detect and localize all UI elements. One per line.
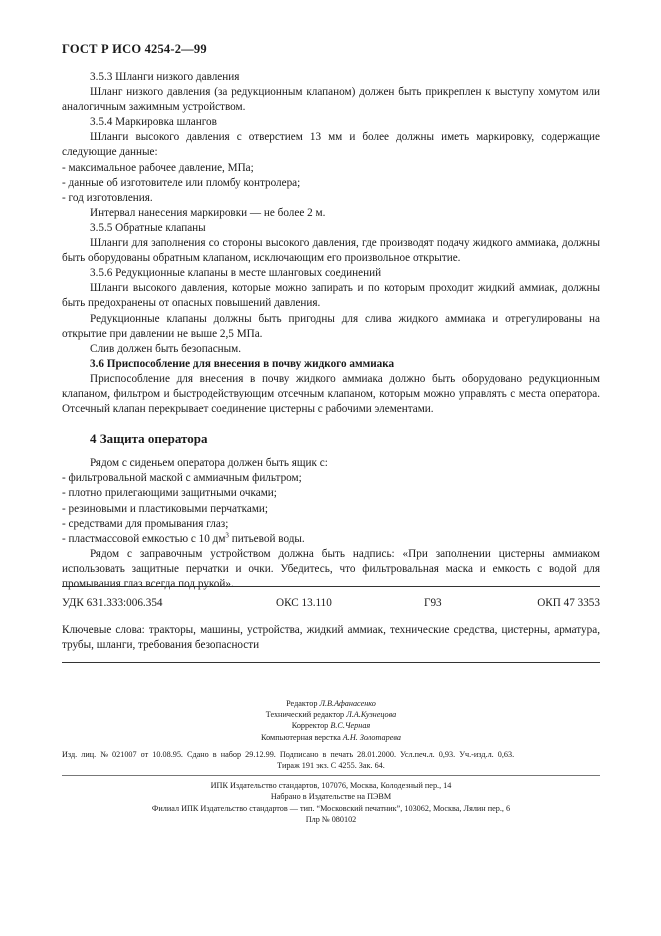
section-3-6-text: Приспособление для внесения в почву жидкого аммиака должно быть оборудовано редукционным клапаном, фильтром и быстродействующим отсечным клапаном, которым можно управлять с места оператора. Отсечный клапан перекрывает соединение цистерны с рабочими элементами. <box>62 372 600 416</box>
g-code: Г93 <box>424 597 442 609</box>
layout-label: Компьютерная верстка <box>261 732 341 742</box>
keywords: Ключевые слова: тракторы, машины, устройства, жидкий аммиак, технические средства, цистерны, арматура, трубы, шланги, требования безопасности <box>62 624 600 652</box>
warning-sign-text: Рядом с заправочным устройством должна быть надпись: «При заполнении цистерны аммиаком использовать защитные перчатки и очки. Убедитесь, что фильтровальная маска и емкость с водой для промывания глаз всегда под рукой». <box>62 547 600 590</box>
editor-line <box>62 698 600 709</box>
section-3-5-4-title: 3.5.4 Маркировка шлангов <box>90 116 217 129</box>
section-3-6-title: 3.6 Приспособление для внесения в почву жидкого аммиака <box>90 357 395 370</box>
water-text-b: питьевой воды. <box>228 532 305 545</box>
section-3-5-6-text3: Слив должен быть безопасным. <box>90 342 242 355</box>
tech-editor-name: Л.А.Кузнецова <box>346 710 397 720</box>
print-run: Тираж 191 экз. С 4255. Зак. 64. <box>277 761 385 771</box>
section-3-5-3-text: Шланг низкого давления (за редукционным клапаном) должен быть прикреплен к выступу хомутом или аналогичным зажимным устройством. <box>62 86 600 114</box>
section-3-5-4-intro: Шланги высокого давления с отверстием 13 мм и более должны иметь маркировку, содержащие следующие данные: <box>62 131 600 159</box>
udk-code: УДК 631.333:006.354 <box>62 597 163 609</box>
section-4-intro: Рядом с сиденьем оператора должен быть ящик с: <box>90 457 328 470</box>
corrector-name: В.С.Черная <box>330 721 371 731</box>
okp-code: ОКП 47 3353 <box>537 597 600 609</box>
water-text-a: пластмассовой емкостью с 10 дм <box>68 532 226 545</box>
section-3-5-6-text1: Шланги высокого давления, которые можно запирать и по которым проходит жидкий аммиак, должны быть предохранены от опасных повышений давления. <box>62 282 600 310</box>
footer-divider-top <box>62 586 600 587</box>
list-item: - максимальное рабочее давление, МПа; <box>62 161 600 176</box>
oks-code: ОКС 13.110 <box>276 597 332 609</box>
unit-superscript: 3 <box>225 530 229 539</box>
footer-divider-bottom <box>62 662 600 663</box>
marking-interval: Интервал нанесения маркировки — не более 2 м. <box>90 206 326 219</box>
list-item: - данные об изготовителе или пломбу контролера; <box>62 176 600 191</box>
publication-info: Изд. лиц. № 021007 от 10.08.95. Сдано в набор 29.12.99. Подписано в печать 28.01.2000. Усл.печ.л. 0,93. Уч.-изд.л. 0,63. <box>62 749 515 759</box>
section-3-5-3-title: 3.5.3 Шланги низкого давления <box>90 71 240 83</box>
main-content <box>62 70 600 592</box>
list-item: - год изготовления. <box>62 191 600 206</box>
printer-branch: Филиал ИПК Издательство стандартов — тип. “Московский печатник”, 103062, Москва, Лялин пер., 6 <box>151 803 511 813</box>
credits-divider <box>62 775 600 776</box>
list-item: - плотно прилегающими защитными очками; <box>62 486 600 501</box>
section-3-5-5-title: 3.5.5 Обратные клапаны <box>90 221 206 234</box>
layout-line <box>62 732 600 743</box>
list-item: - средствами для промывания глаз; <box>62 517 600 532</box>
section-3-5-6-title: 3.5.6 Редукционные клапаны в месте шланговых соединений <box>90 267 382 280</box>
editor-name: Л.В.Афанасенко <box>319 699 376 708</box>
standard-number: ГОСТ Р ИСО 4254-2—99 <box>62 42 207 56</box>
tech-editor-line <box>62 709 600 720</box>
editor-label: Редактор <box>286 699 318 708</box>
section-3-5-5-text: Шланги для заполнения со стороны высокого давления, где производят подачу жидкого аммиака, должны быть оборудованы обратным клапаном, исключающим его произвольное открытие. <box>62 237 600 265</box>
publication-credits <box>62 698 600 825</box>
typeset-note: Набрано в Издательстве на ПЭВМ <box>270 792 392 802</box>
section-3-5-6-text2: Редукционные клапаны должны быть пригодны для слива жидкого аммиака и отрегулированы на открытие при давлении не выше 2,5 МПа. <box>62 312 600 340</box>
layout-name: А.Н. Золотарева <box>342 732 401 742</box>
publisher-address: ИПК Издательство стандартов, 107076, Москва, Колодезный пер., 14 <box>210 781 452 791</box>
list-item-water <box>62 532 600 547</box>
plr-number: Плр № 080102 <box>305 814 357 824</box>
list-item: - резиновыми и пластиковыми перчатками; <box>62 502 600 517</box>
tech-editor-label: Технический редактор <box>265 710 345 720</box>
corrector-label: Корректор <box>291 721 329 731</box>
corrector-line <box>62 720 600 731</box>
section-4-heading: 4 Защита оператора <box>90 431 208 447</box>
list-item: - фильтровальной маской с аммиачным фильтром; <box>62 471 600 486</box>
